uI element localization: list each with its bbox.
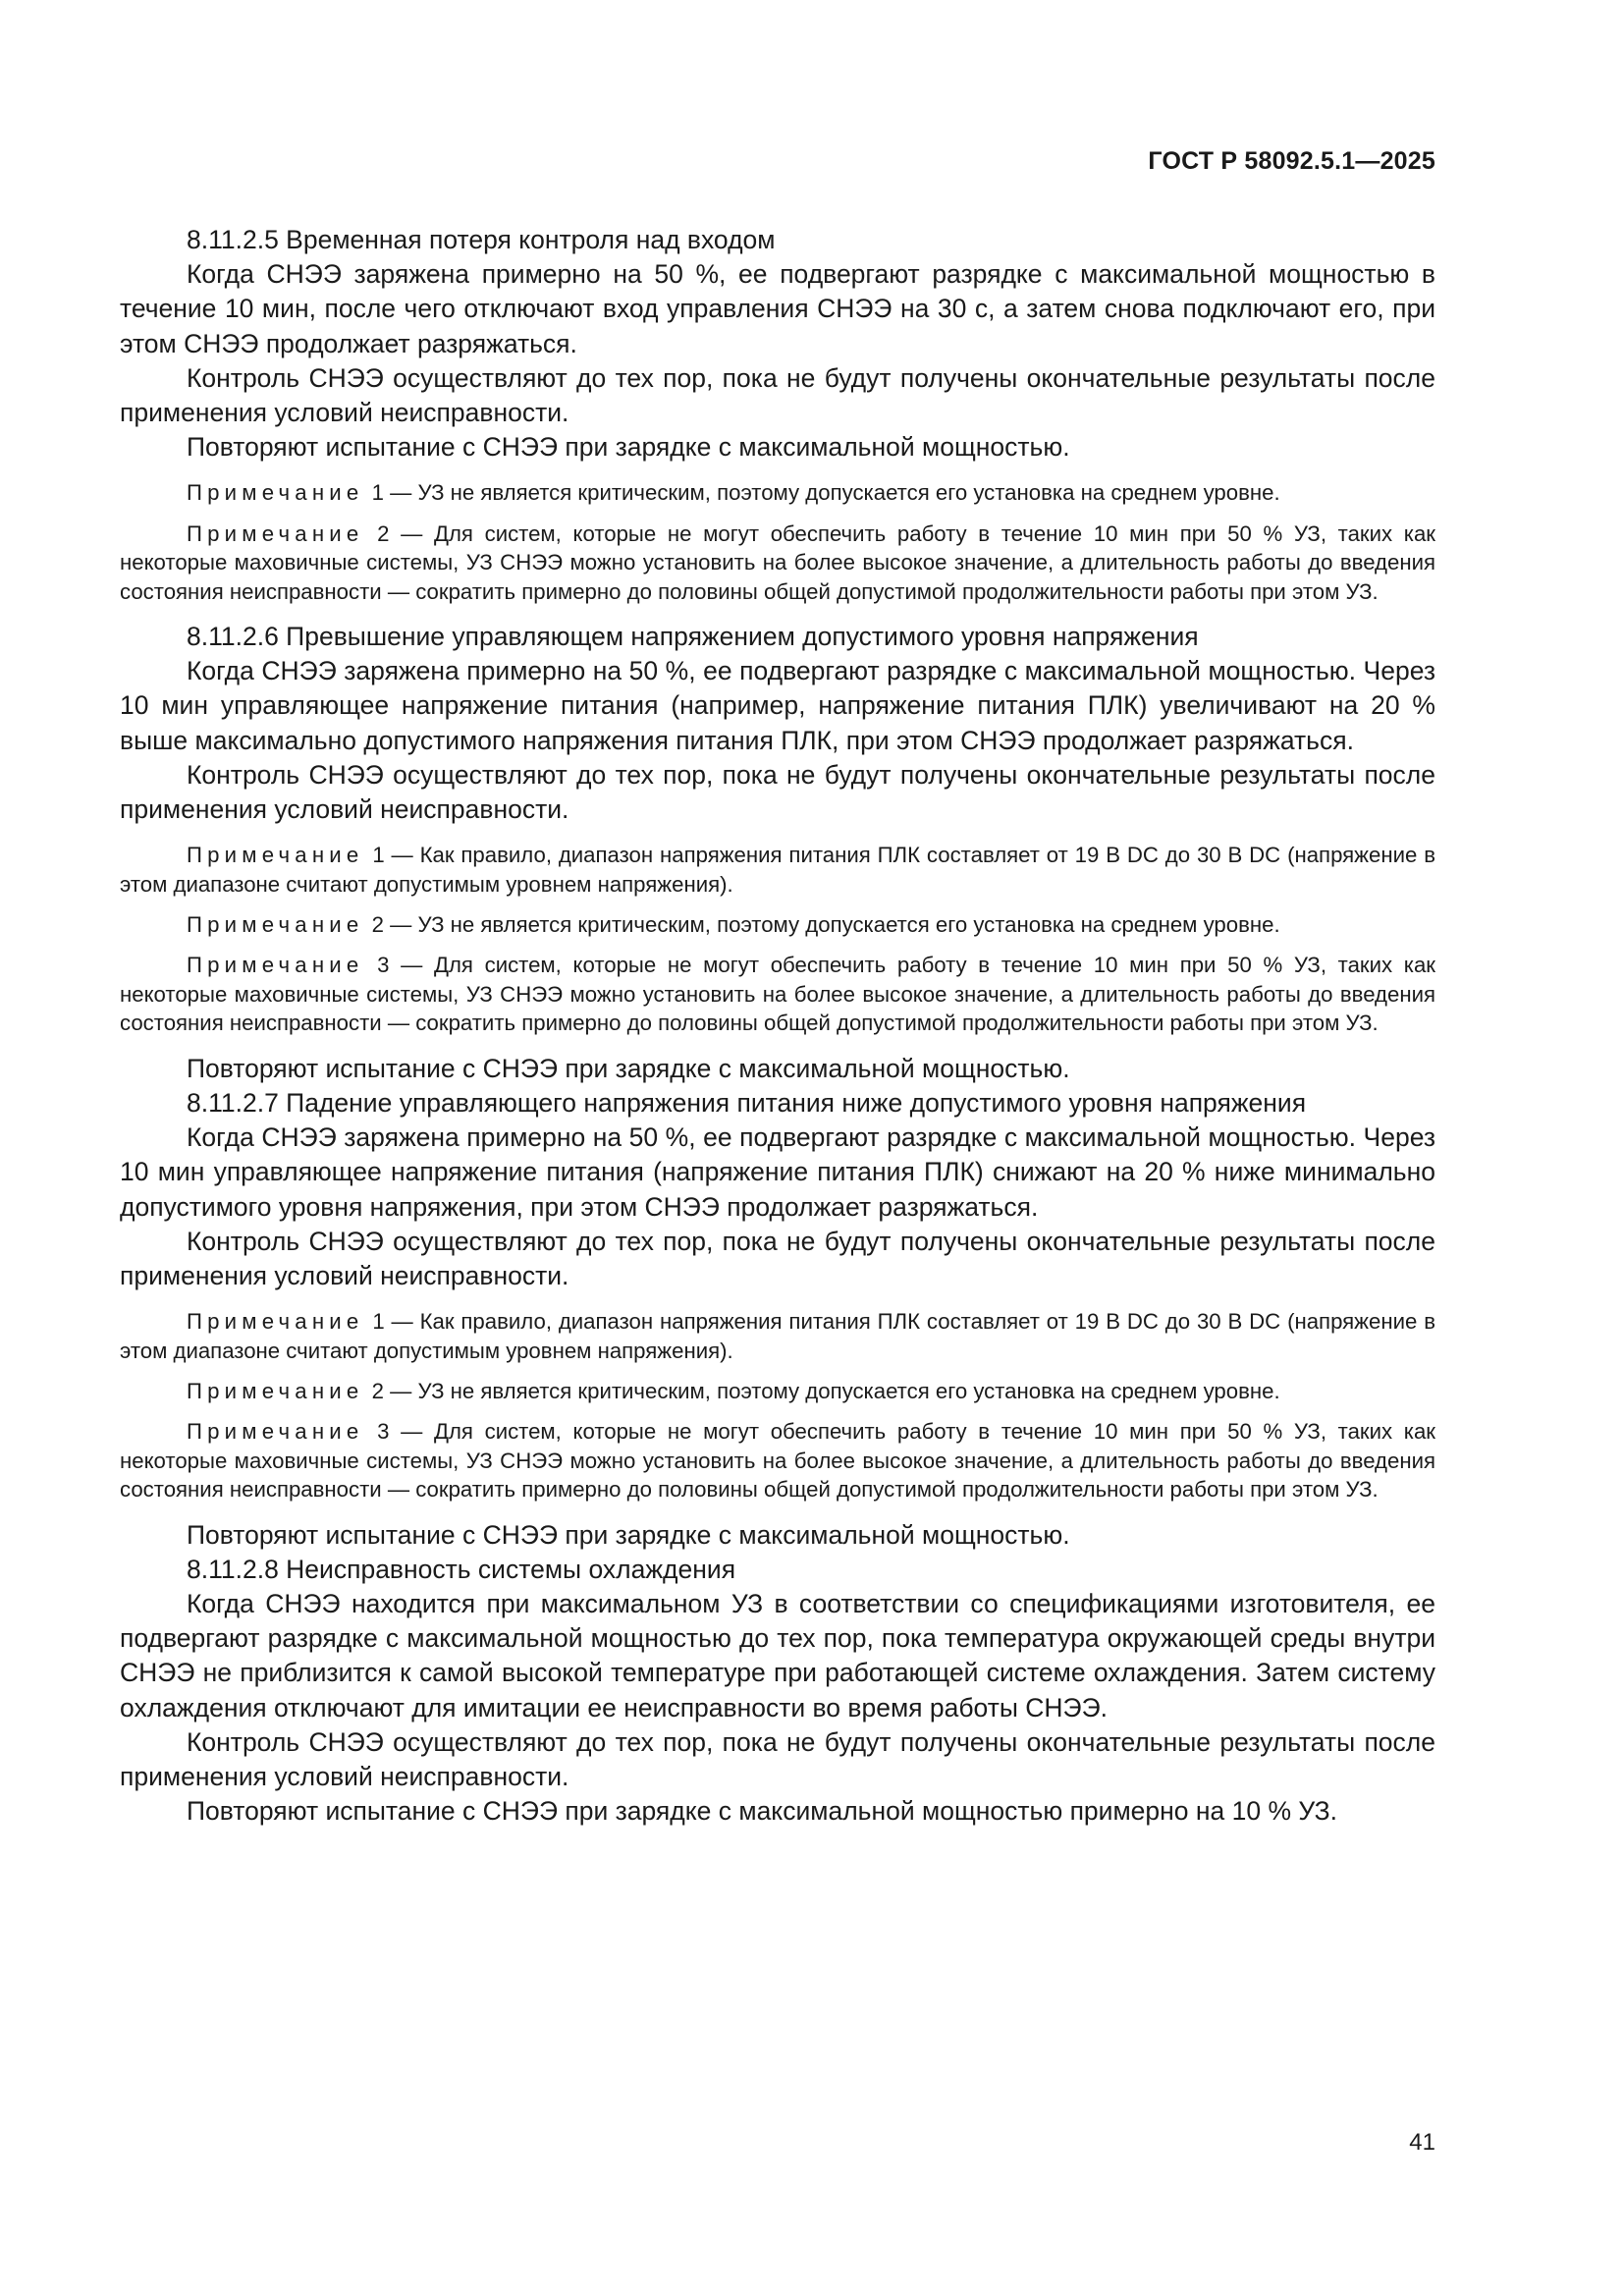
note — [120, 841, 1435, 899]
note — [120, 478, 1435, 507]
note-text: 3 — Для систем, которые не могут обеспечить работу в течение 10 мин при 50 % УЗ, таких как некоторые маховичные системы, УЗ СНЭЭ можно установить на более высокое значение, а длительность работы до введения состояния неисправности — сократить примерно до половины общей допустимой продолжительности работы при этом УЗ. — [120, 1419, 1436, 1503]
note-label: Примечание — [187, 1419, 364, 1445]
document-page — [120, 0, 1435, 2296]
paragraph: Повторяют испытание с СНЭЭ при зарядке с максимальной мощностью. — [187, 1519, 1070, 1550]
note-label: Примечание — [187, 912, 364, 938]
section-heading: 8.11.2.6 Превышение управляющем напряжением допустимого уровня напряжения — [187, 622, 1199, 652]
note-text: 2 — УЗ не является критическим, поэтому допускается его установка на среднем уровне. — [371, 1378, 1280, 1403]
paragraph: Повторяют испытание с СНЭЭ при зарядке с максимальной мощностью. — [187, 1053, 1070, 1083]
note-text: 1 — Как правило, диапазон напряжения питания ПЛК составляет от 19 В DC до 30 В DC (напряжение в этом диапазоне считают допустимым уровнем напряжения). — [120, 843, 1435, 897]
document-id: ГОСТ Р 58092.5.1—2025 — [1148, 147, 1435, 175]
section-heading: 8.11.2.7 Падение управляющего напряжения питания ниже допустимого уровня напряжения — [187, 1087, 1307, 1118]
note — [120, 1417, 1435, 1503]
document-body — [120, 223, 1435, 1829]
note-label: Примечание — [187, 843, 364, 868]
note-text: 1 — УЗ не является критическим, поэтому допускается его установка на среднем уровне. — [371, 480, 1280, 506]
paragraph: Когда СНЭЭ заряжена примерно на 50 %, ее подвергают разрядке с максимальной мощностью. Через 10 мин управляющее напряжение питания (например, напряжение питания ПЛК) увеличивают на 20 % выше максимально допустимого напряжения питания ПЛК, при этом СНЭЭ продолжает разряжаться. — [120, 656, 1435, 755]
note — [120, 519, 1435, 606]
note-label: Примечание — [187, 480, 364, 506]
page-number: 41 — [1409, 2129, 1435, 2156]
note-label: Примечание — [187, 1309, 364, 1335]
note — [120, 951, 1435, 1037]
note — [120, 1307, 1435, 1365]
paragraph: Контроль СНЭЭ осуществляют до тех пор, пока не будут получены окончательные результаты после применения условий неисправности. — [120, 362, 1435, 428]
paragraph: Контроль СНЭЭ осуществляют до тех пор, пока не будут получены окончательные результаты после применения условий неисправности. — [120, 759, 1435, 825]
note-text: 3 — Для систем, которые не могут обеспечить работу в течение 10 мин при 50 % УЗ, таких как некоторые маховичные системы, УЗ СНЭЭ можно установить на более высокое значение, а длительность работы до введения состояния неисправности — сократить примерно до половины общей допустимой продолжительности работы при этом УЗ. — [120, 953, 1436, 1036]
section-heading: 8.11.2.8 Неисправность системы охлаждения — [187, 1554, 736, 1584]
note-label: Примечание — [187, 953, 364, 978]
paragraph: Когда СНЭЭ находится при максимальном УЗ в соответствии со спецификациями изготовителя, ее подвергают разрядке с максимальной мощностью до тех пор, пока температура окружающей среды внутри СНЭЭ не приблизится к самой высокой температуре при работающей системе охлаждения. Затем систему охлаждения отключают для имитации ее неисправности во время работы СНЭЭ. — [120, 1588, 1435, 1722]
paragraph: Повторяют испытание с СНЭЭ при зарядке с максимальной мощностью примерно на 10 % УЗ. — [187, 1796, 1338, 1827]
note-text: 2 — Для систем, которые не могут обеспечить работу в течение 10 мин при 50 % УЗ, таких как некоторые маховичные системы, УЗ СНЭЭ можно установить на более высокое значение, а длительность работы до введения состояния неисправности — сократить примерно до половины общей допустимой продолжительности работы при этом УЗ. — [120, 520, 1436, 604]
note — [120, 910, 1435, 939]
note — [120, 1377, 1435, 1405]
note-label: Примечание — [187, 520, 364, 546]
paragraph: Контроль СНЭЭ осуществляют до тех пор, пока не будут получены окончательные результаты после применения условий неисправности. — [120, 1226, 1435, 1290]
paragraph: Когда СНЭЭ заряжена примерно на 50 %, ее подвергают разрядке с максимальной мощностью. Через 10 мин управляющее напряжение питания (напряжение питания ПЛК) снижают на 20 % ниже минимально допустимого уровня напряжения, при этом СНЭЭ продолжает разряжаться. — [120, 1122, 1435, 1222]
note-label: Примечание — [187, 1378, 364, 1403]
note-text: 2 — УЗ не является критическим, поэтому допускается его установка на среднем уровне. — [371, 912, 1280, 938]
paragraph: Когда СНЭЭ заряжена примерно на 50 %, ее подвергают разрядке с максимальной мощностью в течение 10 мин, после чего отключают вход управления СНЭЭ на 30 с, а затем снова подключают его, при этом СНЭЭ продолжает разряжаться. — [120, 259, 1435, 358]
section-heading: 8.11.2.5 Временная потеря контроля над входом — [187, 225, 776, 254]
note-text: 1 — Как правило, диапазон напряжения питания ПЛК составляет от 19 В DC до 30 В DC (напряжение в этом диапазоне считают допустимым уровнем напряжения). — [120, 1309, 1435, 1363]
paragraph: Контроль СНЭЭ осуществляют до тех пор, пока не будут получены окончательные результаты после применения условий неисправности. — [120, 1726, 1435, 1791]
paragraph: Повторяют испытание с СНЭЭ при зарядке с максимальной мощностью. — [187, 432, 1070, 463]
